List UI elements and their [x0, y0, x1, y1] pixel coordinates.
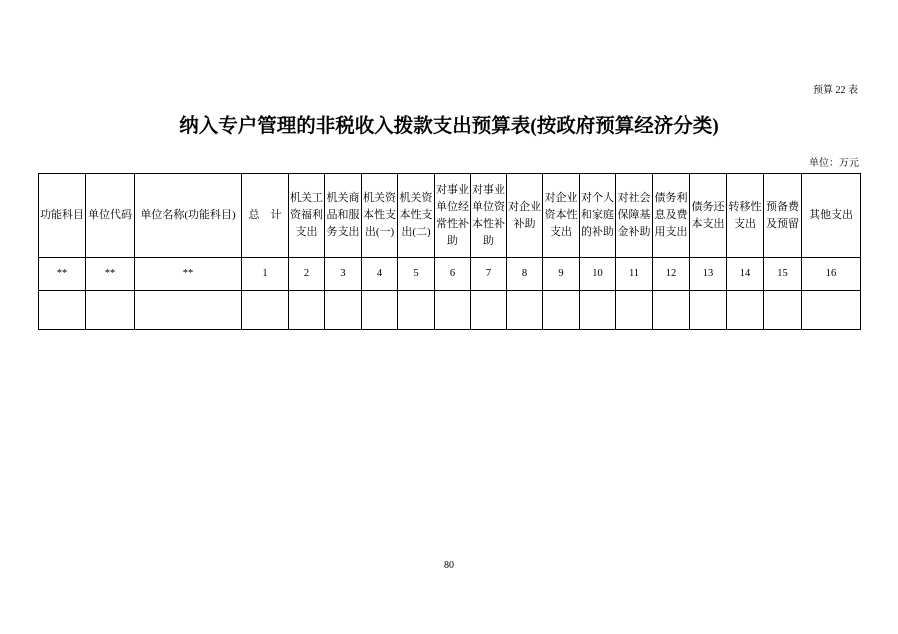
blank-cell	[802, 291, 861, 330]
column-number-cell: 16	[802, 258, 861, 291]
blank-cell	[435, 291, 471, 330]
unit-label: 单位：万元	[809, 158, 859, 169]
header-enterprise-capital-expense: 对企业资本性支出	[543, 174, 580, 258]
header-salary-welfare: 机关工资福利支出	[289, 174, 325, 258]
header-institution-capital-subsidy: 对事业单位资本性补助	[471, 174, 507, 258]
header-enterprise-subsidy: 对企业补助	[507, 174, 543, 258]
header-transfer-expense: 转移性支出	[727, 174, 764, 258]
header-unit-name: 单位名称(功能科目)	[135, 174, 242, 258]
header-personal-family-subsidy: 对个人和家庭的补助	[580, 174, 616, 258]
blank-cell	[242, 291, 289, 330]
budget-table	[38, 173, 861, 330]
page-number: 80	[444, 560, 454, 571]
header-function-subject: 功能科目	[39, 174, 86, 258]
blank-cell	[727, 291, 764, 330]
header-capital-expense-2: 机关资本性支出(二)	[398, 174, 435, 258]
header-total: 总 计	[242, 174, 289, 258]
blank-cell	[362, 291, 398, 330]
column-number-cell: 15	[764, 258, 802, 291]
column-number-cell: 8	[507, 258, 543, 291]
column-number-cell: 11	[616, 258, 653, 291]
blank-cell	[507, 291, 543, 330]
column-number-cell: 1	[242, 258, 289, 291]
header-capital-expense-1: 机关资本性支出(一)	[362, 174, 398, 258]
header-institution-regular-subsidy: 对事业单位经常性补助	[435, 174, 471, 258]
column-number-cell: 5	[398, 258, 435, 291]
header-row	[39, 174, 861, 258]
header-debt-interest-fees: 债务利息及费用支出	[653, 174, 690, 258]
column-number-cell: 12	[653, 258, 690, 291]
column-number-cell: **	[86, 258, 135, 291]
blank-cell	[398, 291, 435, 330]
column-number-cell: 9	[543, 258, 580, 291]
blank-cell	[616, 291, 653, 330]
blank-cell	[325, 291, 362, 330]
column-number-cell: **	[39, 258, 86, 291]
blank-cell	[690, 291, 727, 330]
blank-row	[39, 291, 861, 330]
header-unit-code: 单位代码	[86, 174, 135, 258]
blank-cell	[471, 291, 507, 330]
blank-cell	[653, 291, 690, 330]
blank-cell	[86, 291, 135, 330]
column-number-cell: 14	[727, 258, 764, 291]
header-goods-services: 机关商品和服务支出	[325, 174, 362, 258]
header-other-expense: 其他支出	[802, 174, 861, 258]
column-number-cell: 4	[362, 258, 398, 291]
header-social-security-fund-subsidy: 对社会保障基金补助	[616, 174, 653, 258]
column-number-cell: 6	[435, 258, 471, 291]
blank-cell	[580, 291, 616, 330]
column-number-cell: 2	[289, 258, 325, 291]
blank-cell	[135, 291, 242, 330]
column-number-cell: 10	[580, 258, 616, 291]
column-number-cell: **	[135, 258, 242, 291]
page-title: 纳入专户管理的非税收入拨款支出预算表(按政府预算经济分类)	[179, 116, 719, 137]
column-number-cell: 13	[690, 258, 727, 291]
blank-cell	[39, 291, 86, 330]
blank-cell	[543, 291, 580, 330]
column-number-row	[39, 258, 861, 291]
header-reserve-fund: 预备费及预留	[764, 174, 802, 258]
column-number-cell: 3	[325, 258, 362, 291]
blank-cell	[289, 291, 325, 330]
column-number-cell: 7	[471, 258, 507, 291]
form-code: 预算 22 表	[813, 85, 858, 96]
blank-cell	[764, 291, 802, 330]
header-debt-principal: 债务还本支出	[690, 174, 727, 258]
